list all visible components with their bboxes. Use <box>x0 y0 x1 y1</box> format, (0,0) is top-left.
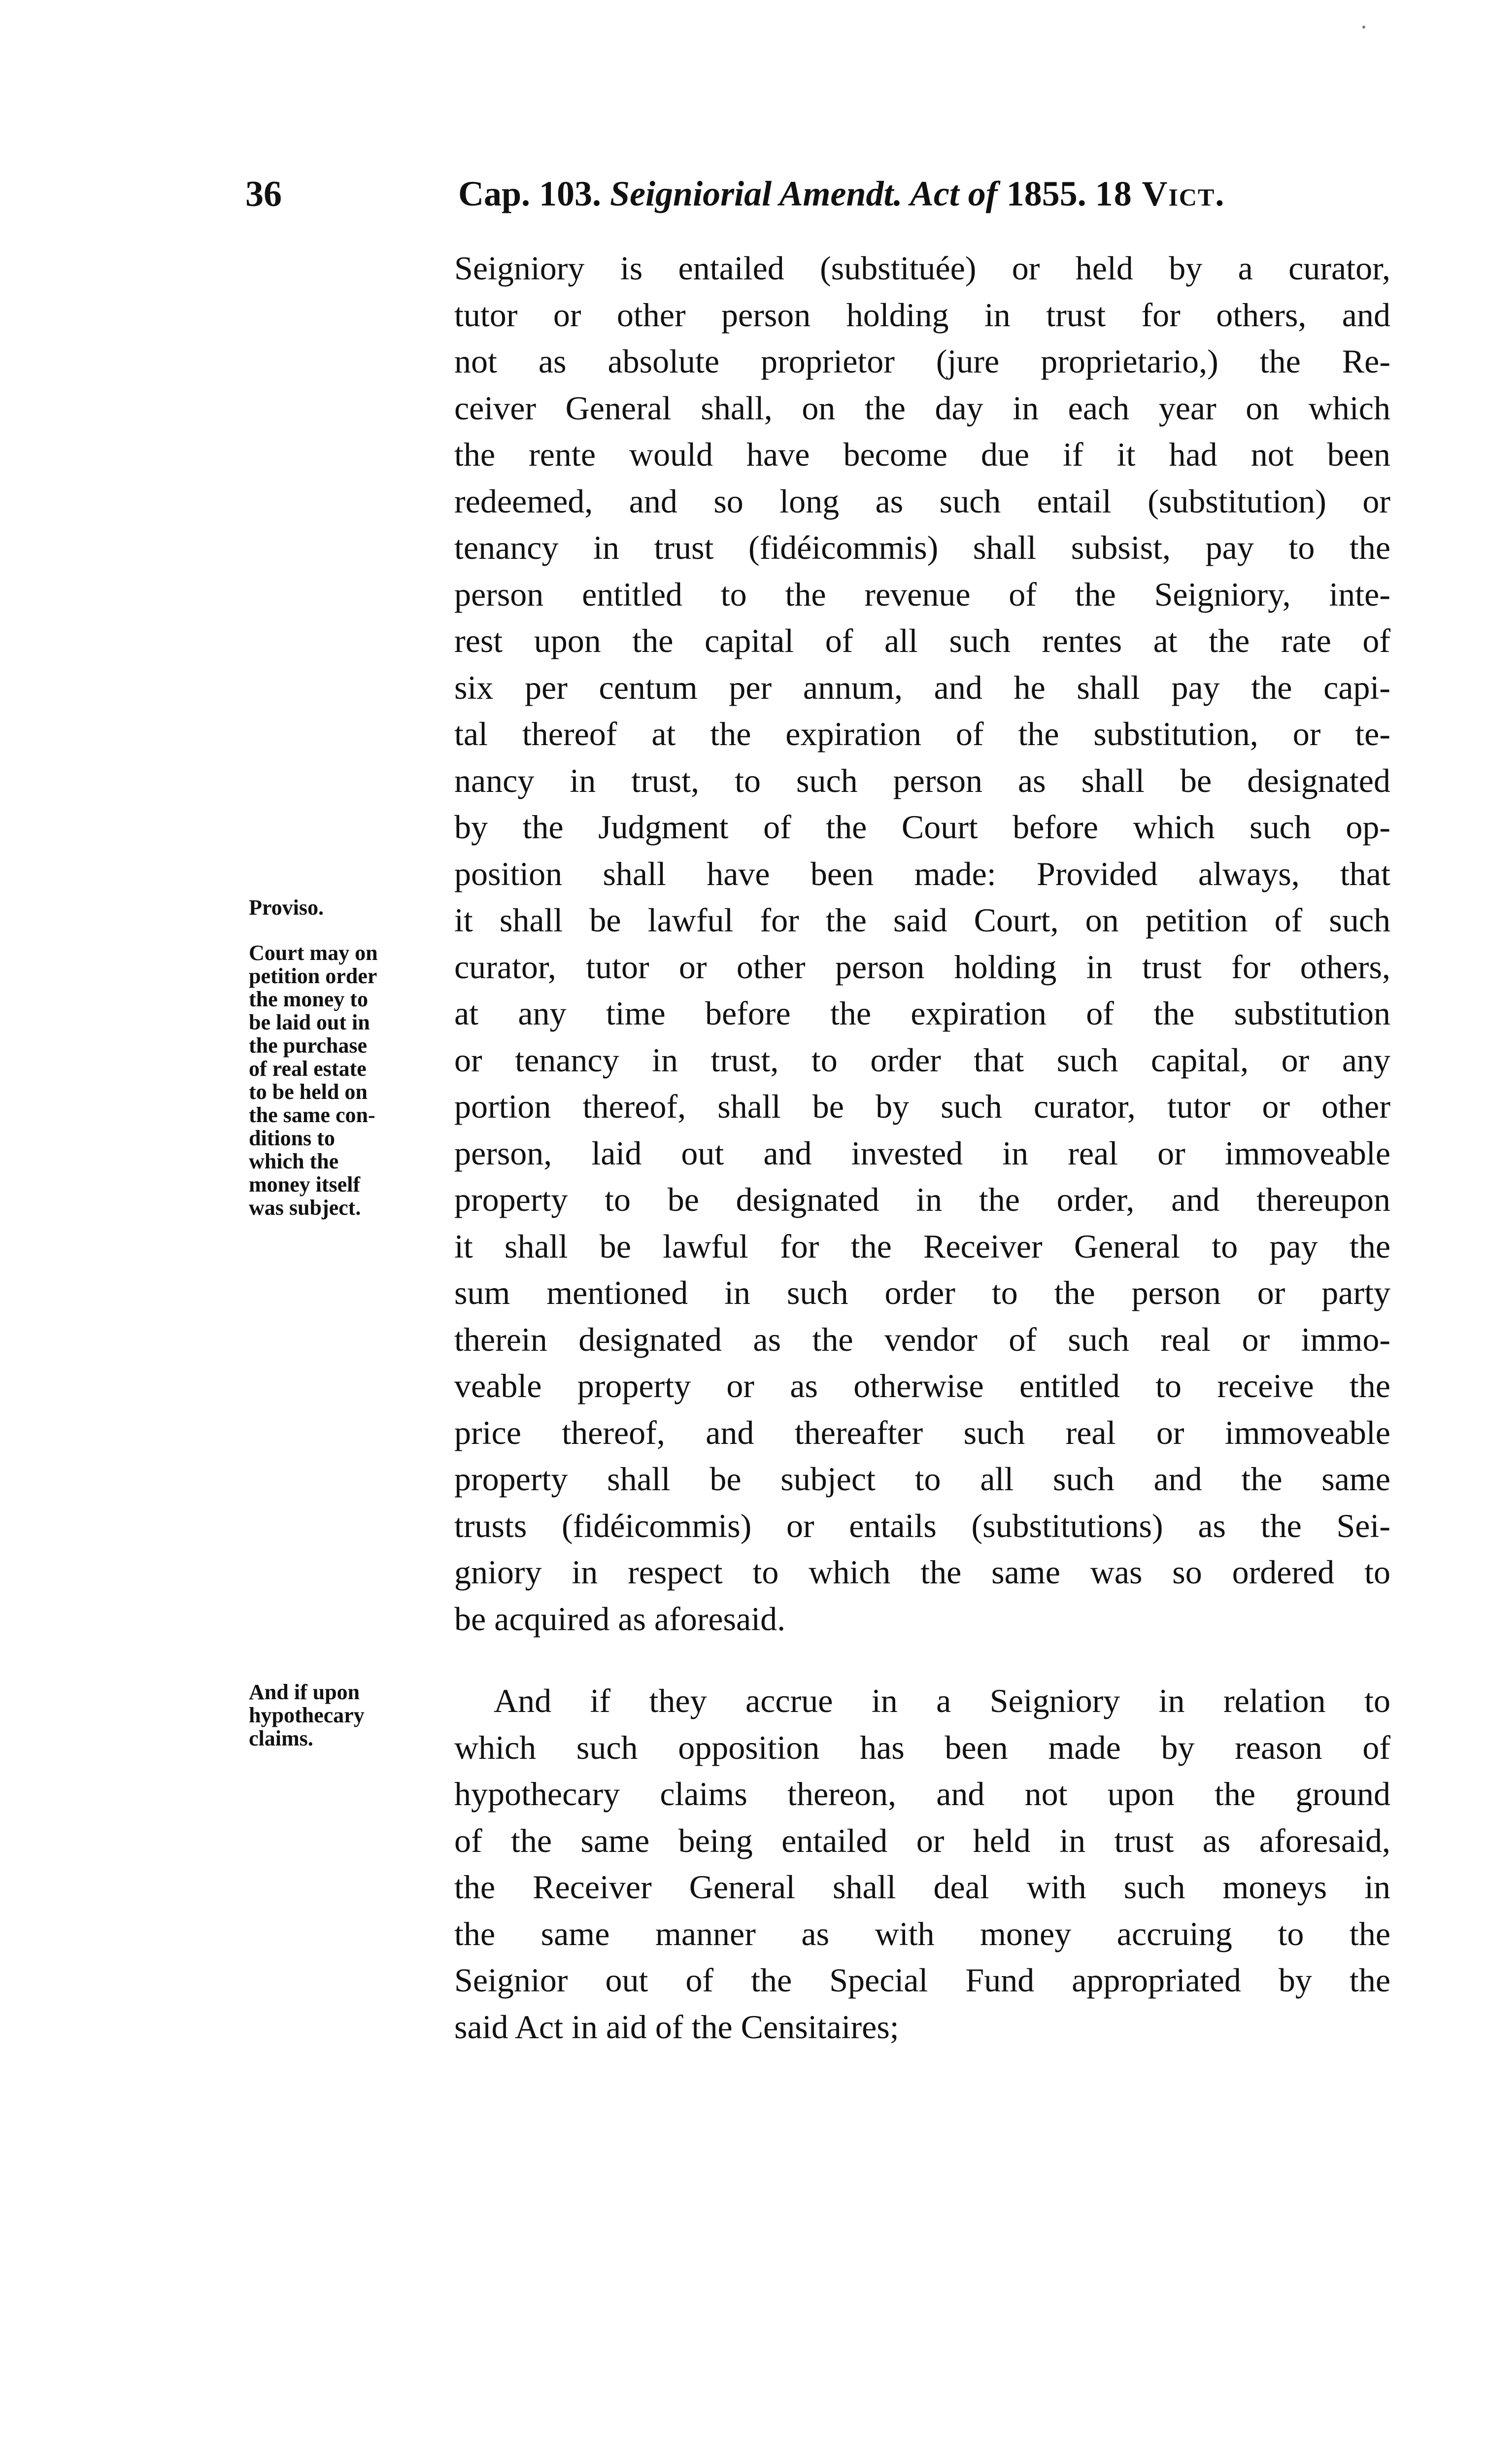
text-line: tal thereof at the expiration of the substitution, or te- <box>454 715 1390 753</box>
margin-note-line: claims. <box>249 1726 313 1750</box>
margin-note-line: was subject. <box>249 1196 361 1220</box>
text-line: Seignior out of the Special Fund appropriated by the <box>454 1961 1390 1999</box>
text-line: Seigniory is entailed (substituée) or held by a curator, <box>454 249 1390 287</box>
text-line: veable property or as otherwise entitled to receive the <box>454 1367 1390 1404</box>
text-line: or tenancy in trust, to order that such capital, or any <box>454 1041 1390 1079</box>
text-line: ceiver General shall, on the day in each year on which <box>454 389 1390 427</box>
text-line: position shall have been made: Provided always, that <box>454 855 1390 892</box>
text-line: gniory in respect to which the same was so ordered to <box>454 1553 1390 1591</box>
text-line: rest upon the capital of all such rentes at the rate of <box>454 622 1390 659</box>
act-year: 1855. <box>1006 174 1086 213</box>
text-line: six per centum per annum, and he shall pay the capi- <box>454 668 1390 706</box>
text-line: which such opposition has been made by reason of <box>454 1728 1390 1766</box>
margin-note-proviso <box>249 896 456 919</box>
text-line: person, laid out and invested in real or immoveable <box>454 1134 1390 1172</box>
text-line: property shall be subject to all such and the same <box>454 1460 1390 1498</box>
text-line: be acquired as aforesaid. <box>454 1600 786 1638</box>
text-line: therein designated as the vendor of such real or immo- <box>454 1320 1390 1358</box>
margin-note-line: petition order <box>249 964 377 988</box>
margin-note-line: the same con- <box>249 1103 375 1127</box>
text-line: trusts (fidéicommis) or entails (substitutions) as the Sei- <box>454 1506 1390 1544</box>
text-line: person entitled to the revenue of the Seigniory, inte- <box>454 575 1390 613</box>
page-number: 36 <box>245 174 282 214</box>
text-line: tenancy in trust (fidéicommis) shall subsist, pay to the <box>454 529 1390 566</box>
margin-note-line: money itself <box>249 1172 361 1197</box>
text-line: the same manner as with money accruing to the <box>454 1915 1390 1952</box>
margin-note-line: Proviso. <box>249 895 324 920</box>
margin-note-line: And if upon <box>249 1680 360 1704</box>
text-line: nancy in trust, to such person as shall be designated <box>454 761 1390 799</box>
margin-note-hypothecary-claims <box>249 1680 456 1750</box>
chapter-label: Cap. 103. <box>458 174 602 213</box>
margin-note-court-may-order <box>249 941 456 1219</box>
text-line: hypothecary claims thereon, and not upon the ground <box>454 1775 1390 1813</box>
text-line: by the Judgment of the Court before which such op- <box>454 808 1390 846</box>
margin-note-line: which the <box>249 1149 339 1173</box>
text-line: sum mentioned in such order to the person or party <box>454 1274 1390 1311</box>
text-line: it shall be lawful for the Receiver General to pay the <box>454 1227 1390 1265</box>
text-line: the rente would have become due if it had not been <box>454 436 1390 473</box>
act-title: Seigniorial Amendt. Act of <box>610 174 998 213</box>
running-head <box>458 173 1225 214</box>
margin-note-line: ditions to <box>249 1126 335 1150</box>
scan-speck <box>1362 26 1365 29</box>
text-line: And if they accrue in a Seigniory in relation to <box>494 1682 1390 1719</box>
body-paragraph-1 <box>454 245 1390 1642</box>
text-line: at any time before the expiration of the substitution <box>454 994 1390 1032</box>
body-paragraph-2 <box>454 1677 1390 2050</box>
text-line: the Receiver General shall deal with such moneys in <box>454 1868 1390 1906</box>
regnal-year: 18 Vict. <box>1095 174 1225 213</box>
text-line: redeemed, and so long as such entail (substitution) or <box>454 482 1390 520</box>
margin-note-line: the purchase <box>249 1033 367 1058</box>
text-line: property to be designated in the order, and thereupon <box>454 1181 1390 1218</box>
margin-note-line: of real estate <box>249 1057 367 1081</box>
text-line: not as absolute proprietor (jure proprietario,) the Re- <box>454 342 1390 380</box>
margin-note-line: hypothecary <box>249 1703 365 1727</box>
margin-note-line: Court may on <box>249 941 378 965</box>
text-line: tutor or other person holding in trust for others, and <box>454 296 1390 334</box>
text-line: price thereof, and thereafter such real or immoveable <box>454 1413 1390 1451</box>
text-line: of the same being entailed or held in trust as aforesaid, <box>454 1821 1390 1859</box>
text-line: portion thereof, shall be by such curator, tutor or other <box>454 1088 1390 1125</box>
margin-note-line: to be held on <box>249 1080 368 1104</box>
text-line: curator, tutor or other person holding in trust for others, <box>454 948 1390 986</box>
text-line: it shall be lawful for the said Court, on petition of such <box>454 901 1390 939</box>
margin-note-line: the money to <box>249 987 368 1011</box>
margin-note-line: be laid out in <box>249 1010 370 1034</box>
text-line: said Act in aid of the Censitaires; <box>454 2008 899 2046</box>
